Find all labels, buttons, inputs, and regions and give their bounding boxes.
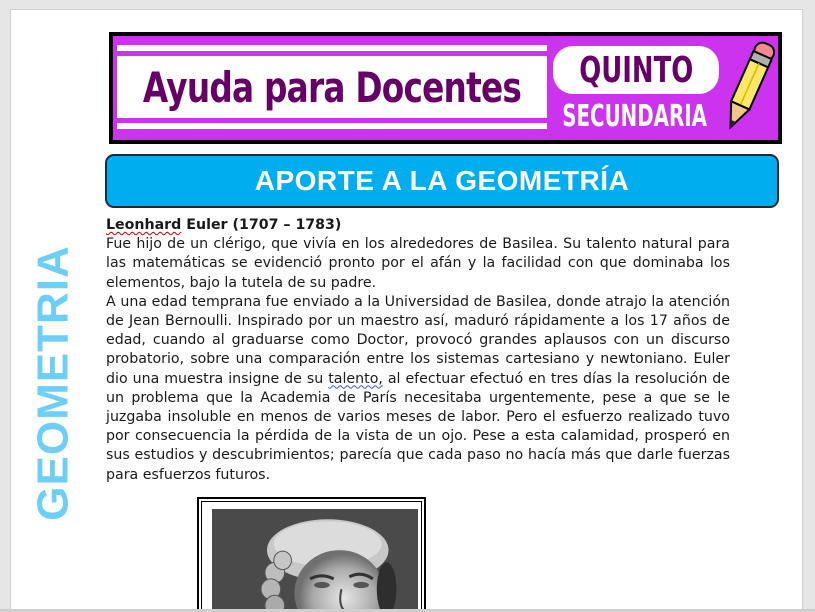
level-badge [545,96,725,136]
banner-strip-bottom [117,118,547,123]
grade-badge [553,46,719,94]
grade-label: QUINTO [578,49,694,91]
article-body [106,216,730,485]
paragraph-2 [106,293,730,485]
document-page [10,9,803,612]
banner-strip-top [117,51,547,56]
article-heading-rest: Euler (1707 – 1783) [181,217,342,233]
portrait-illustration [212,509,418,612]
banner-background [113,36,778,140]
paragraph-2-text-a: A una edad temprana fue enviado a la Universidad de Basilea, donde atrajo la atención de Jean Bernoulli. Inspirado por un maestro así, maduró rápidamente a los 17 años de edad, cuando al graduarse como Doctor, provocó grandes aplausos con un discurso probatorio, sobre una comparación entre los sistemas cartesiano y newtoniano. Euler dio una muestra insigne de su [106,293,730,387]
section-title-box [105,154,779,208]
paragraph-2-text-b: al efectuar efectuó en tres días la resolución de un problema que la Academia de París necesitaba urgentemente, pese a que se le juzgaba insoluble en menos de varios meses de labor. Pero el esfuerzo realizado tuvo por consecuencia la pérdida de la vista de un ojo. Pese a esta calamidad, prosperó en sus estudios y descubrimientos; parecía que cada paso no hacía más que darle fuerzas para esfuerzos futuros. [106,370,731,483]
pencil-icon [721,38,775,138]
article-heading [106,216,730,235]
portrait-frame-inner [201,501,422,612]
side-label-text: GEOMETRIA [29,244,79,521]
level-label: SECUNDARIA [562,98,708,134]
euler-portrait-image [212,509,418,612]
grammar-flagged-word[interactable]: talento, [328,370,383,387]
spellcheck-flagged-word[interactable]: Leonhard [106,217,182,233]
header-banner [109,32,782,144]
banner-title: Ayuda para Docentes [142,62,522,112]
section-title: APORTE A LA GEOMETRÍA [254,165,630,196]
side-label [31,215,77,550]
paragraph-1: Fue hijo de un clérigo, que vivía en los alrededores de Basilea. Su talento natural para las matemáticas se evidenció pronto por el afán y la facilidad con que dominaba los elementos, bajo la tutela de su padre. [106,236,730,291]
portrait-frame [197,497,426,612]
